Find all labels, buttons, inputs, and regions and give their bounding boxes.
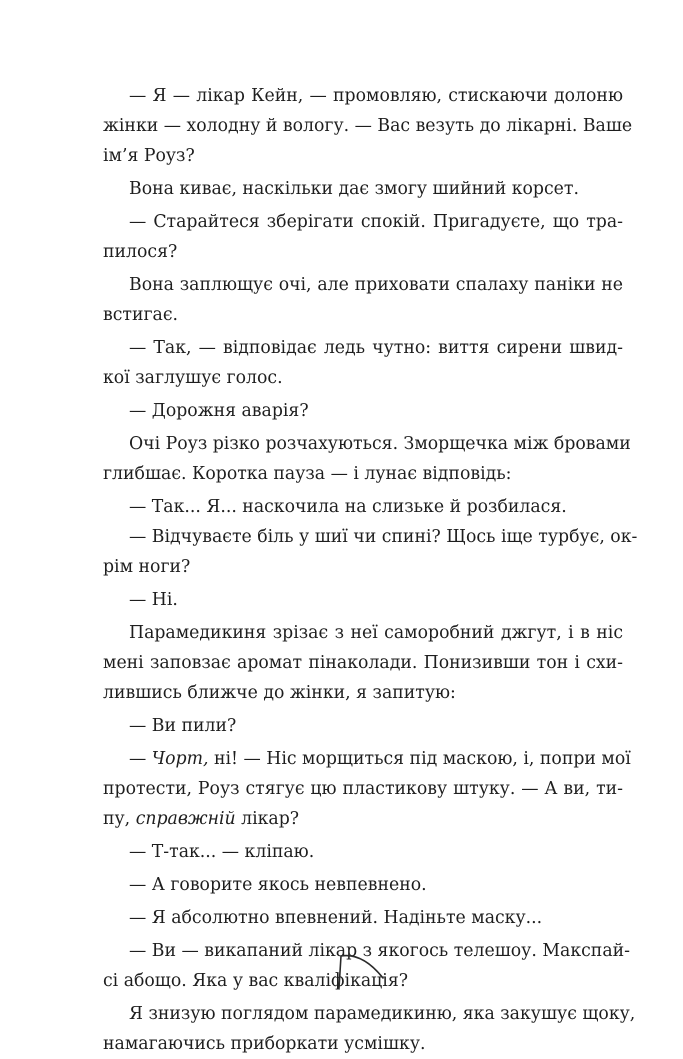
text-line: пилося? <box>103 242 178 262</box>
text-line: встигає. <box>103 305 179 325</box>
text-line-with-italic <box>103 804 299 834</box>
page-corner-mark-icon <box>333 952 389 992</box>
text-line: — Я абсолютно впевнений. Надіньте маску... <box>129 908 543 928</box>
text-line: — Я — лікар Кейн, — промовляю, стискаючи долоню <box>129 86 623 106</box>
text-line: мені заповзає аромат пінаколади. Понизивши тон і схи- <box>103 653 623 673</box>
text-line: рім ноги? <box>103 557 191 577</box>
text-line: — Дорожня аварія? <box>129 401 309 421</box>
text-line: намагаючись приборкати усмішку. <box>103 1034 426 1054</box>
text-line: Парамедикиня зрізає з неї саморобний джгут, і в ніс <box>129 623 623 643</box>
text-line: — Т-так... — кліпаю. <box>129 842 315 862</box>
italic-emphasis: справжній <box>135 809 236 829</box>
text-line: Очі Роуз різко розчахуються. Зморщечка між бровами <box>129 434 631 454</box>
text-line: — Ні. <box>129 590 178 610</box>
text-line: лившись ближче до жінки, я запитую: <box>103 683 456 703</box>
text-line: ім’я Роуз? <box>103 146 195 166</box>
text-line: — Старайтеся зберігати спокій. Пригадуєте, що тра- <box>129 212 623 232</box>
line-text: лікар? <box>235 809 300 829</box>
text-line: глибшає. Коротка пауза — і лунає відповідь: <box>103 464 512 484</box>
text-line: сі абощо. Яка у вас кваліфікація? <box>103 971 408 991</box>
text-line: Я знизую поглядом парамедикиню, яка закушує щоку, <box>129 1004 636 1024</box>
text-line: — Так, — відповідає ледь чутно: виття сирени швид- <box>129 338 623 358</box>
text-line: Вона киває, наскільки дає змогу шийний корсет. <box>129 179 579 199</box>
text-line: протести, Роуз стягує цю пластикову штуку. — А ви, ти- <box>103 779 623 799</box>
text-line: — Ви — викапаний лікар з якогось телешоу. Макспай- <box>129 941 630 961</box>
text-line: — Так... Я... наскочила на слизьке й розбилася. <box>129 497 567 517</box>
text-line: Вона заплющує очі, але приховати спалаху паніки не <box>129 275 623 295</box>
text-line: жінки — холодну й вологу. — Вас везуть до лікарні. Ваше <box>103 116 633 136</box>
text-line: — Ви пили? <box>129 716 237 736</box>
line-text: ні! — Ніс морщиться під маскою, і, попри мої <box>208 749 631 769</box>
line-text: — <box>129 749 152 769</box>
italic-emphasis: Чорт, <box>151 749 209 769</box>
text-line: — Відчуваєте біль у шиї чи спині? Щось іще турбує, ок- <box>129 527 638 547</box>
line-text: пу, <box>103 809 136 829</box>
text-line-with-italic <box>129 744 631 774</box>
text-line: — А говорите якось невпевнено. <box>129 875 427 895</box>
text-line: кої заглушує голос. <box>103 368 283 388</box>
